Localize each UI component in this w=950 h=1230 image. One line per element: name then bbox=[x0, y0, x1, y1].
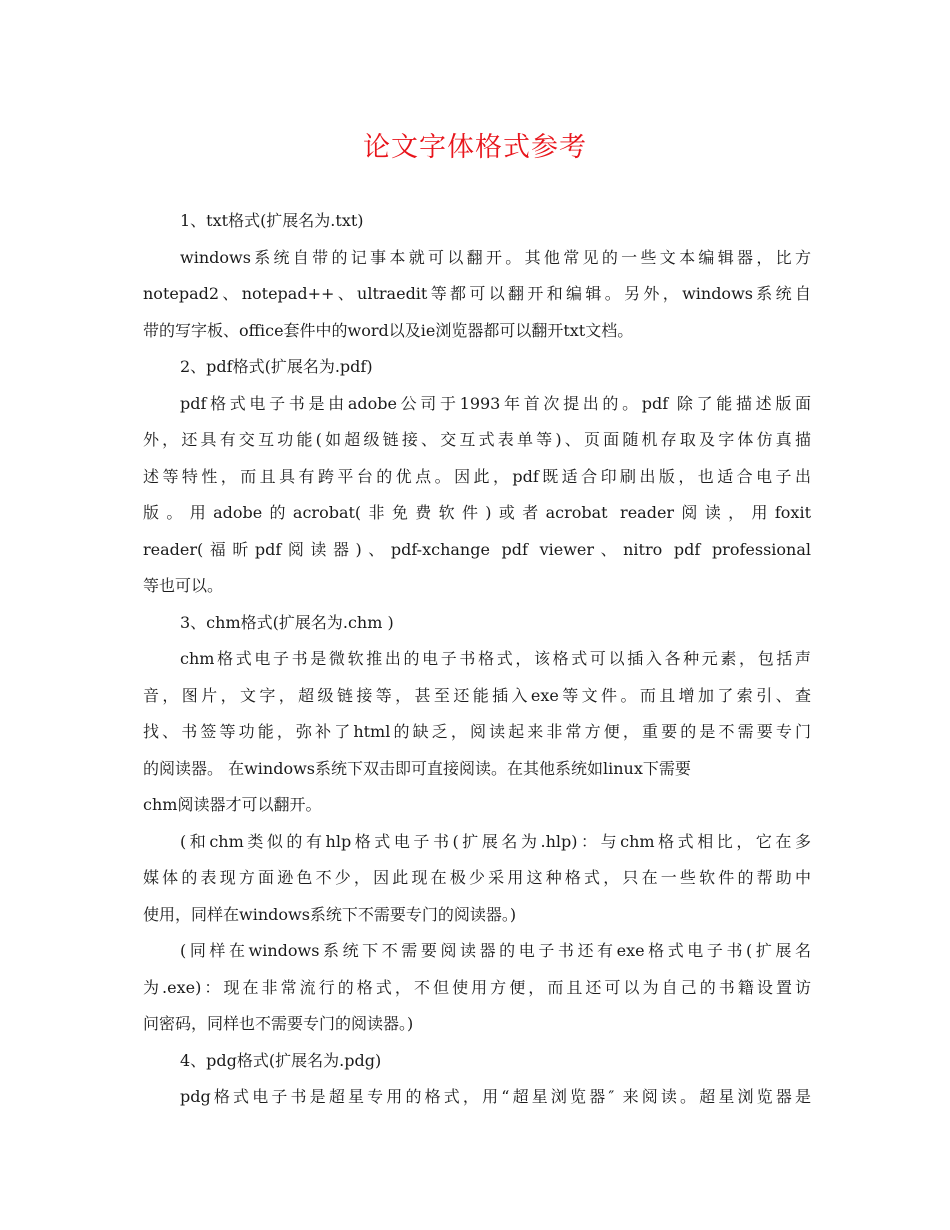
paragraph-line: 版。用adobe的acrobat(非免费软件)或者acrobat reader阅读，用foxit bbox=[143, 503, 811, 522]
paragraph-line: 音，图片，文字，超级链接等，甚至还能插入exe等文件。而且增加了索引、查 bbox=[143, 685, 811, 705]
paragraph-line: 使用，同样在windows系统下不需要专门的阅读器。) bbox=[143, 904, 517, 924]
paragraph-line: pdf格式电子书是由adobe公司于1993年首次提出的。pdf 除了能描述版面 bbox=[180, 393, 811, 413]
paragraph-line: 找、书签等功能，弥补了html的缺乏，阅读起来非常方便，重要的是不需要专门 bbox=[143, 722, 811, 741]
paragraph-line: (同样在windows系统下不需要阅读器的电子书还有exe格式电子书(扩展名 bbox=[180, 941, 811, 960]
paragraph-line: 述等特性，而且具有跨平台的优点。因此，pdf既适合印刷出版，也适合电子出 bbox=[143, 466, 811, 486]
section-heading-chm: 3、chm格式(扩展名为.chm ) bbox=[180, 612, 394, 632]
paragraph-line: 为.exe)：现在非常流行的格式，不但使用方便，而且还可以为自己的书籍设置访 bbox=[143, 977, 811, 997]
paragraph-line: chm格式电子书是微软推出的电子书格式，该格式可以插入各种元素，包括声 bbox=[180, 649, 811, 668]
section-heading-pdg: 4、pdg格式(扩展名为.pdg) bbox=[180, 1050, 382, 1070]
paragraph-line: notepad2、notepad++、ultraedit等都可以翻开和编辑。另外，windows系统自 bbox=[143, 284, 811, 303]
paragraph-line: windows系统自带的记事本就可以翻开。其他常见的一些文本编辑器，比方 bbox=[180, 247, 811, 267]
paragraph-line: 的阅读器。 在windows系统下双击即可直接阅读。在其他系统如linux下需要 bbox=[143, 758, 691, 778]
paragraph-line: 外，还具有交互功能(如超级链接、交互式表单等)、页面随机存取及字体仿真描 bbox=[143, 430, 811, 449]
paragraph-line: 带的写字板、office套件中的word以及ie浏览器都可以翻开txt文档。 bbox=[143, 320, 634, 340]
document-body bbox=[143, 203, 811, 1116]
paragraph-line: reader(福昕pdf阅读器)、pdf-xchange pdf viewer、nitro pdf professional bbox=[143, 539, 811, 559]
paragraph-line: chm阅读器才可以翻开。 bbox=[143, 795, 322, 814]
paragraph-line: pdg格式电子书是超星专用的格式，用“超星浏览器″ 来阅读。超星浏览器是 bbox=[180, 1087, 811, 1106]
paragraph-line: 媒体的表现方面逊色不少，因此现在极少采用这种格式，只在一些软件的帮助中 bbox=[143, 868, 811, 887]
section-heading-pdf: 2、pdf格式(扩展名为.pdf) bbox=[180, 357, 373, 376]
section-heading-txt: 1、txt格式(扩展名为.txt) bbox=[180, 211, 364, 230]
paragraph-line: (和chm类似的有hlp格式电子书(扩展名为.hlp)：与chm格式相比，它在多 bbox=[180, 831, 811, 851]
paragraph-line: 问密码，同样也不需要专门的阅读器。) bbox=[143, 1014, 414, 1033]
paragraph-line: 等也可以。 bbox=[143, 576, 224, 595]
page-title: 论文字体格式参考 bbox=[363, 132, 587, 163]
